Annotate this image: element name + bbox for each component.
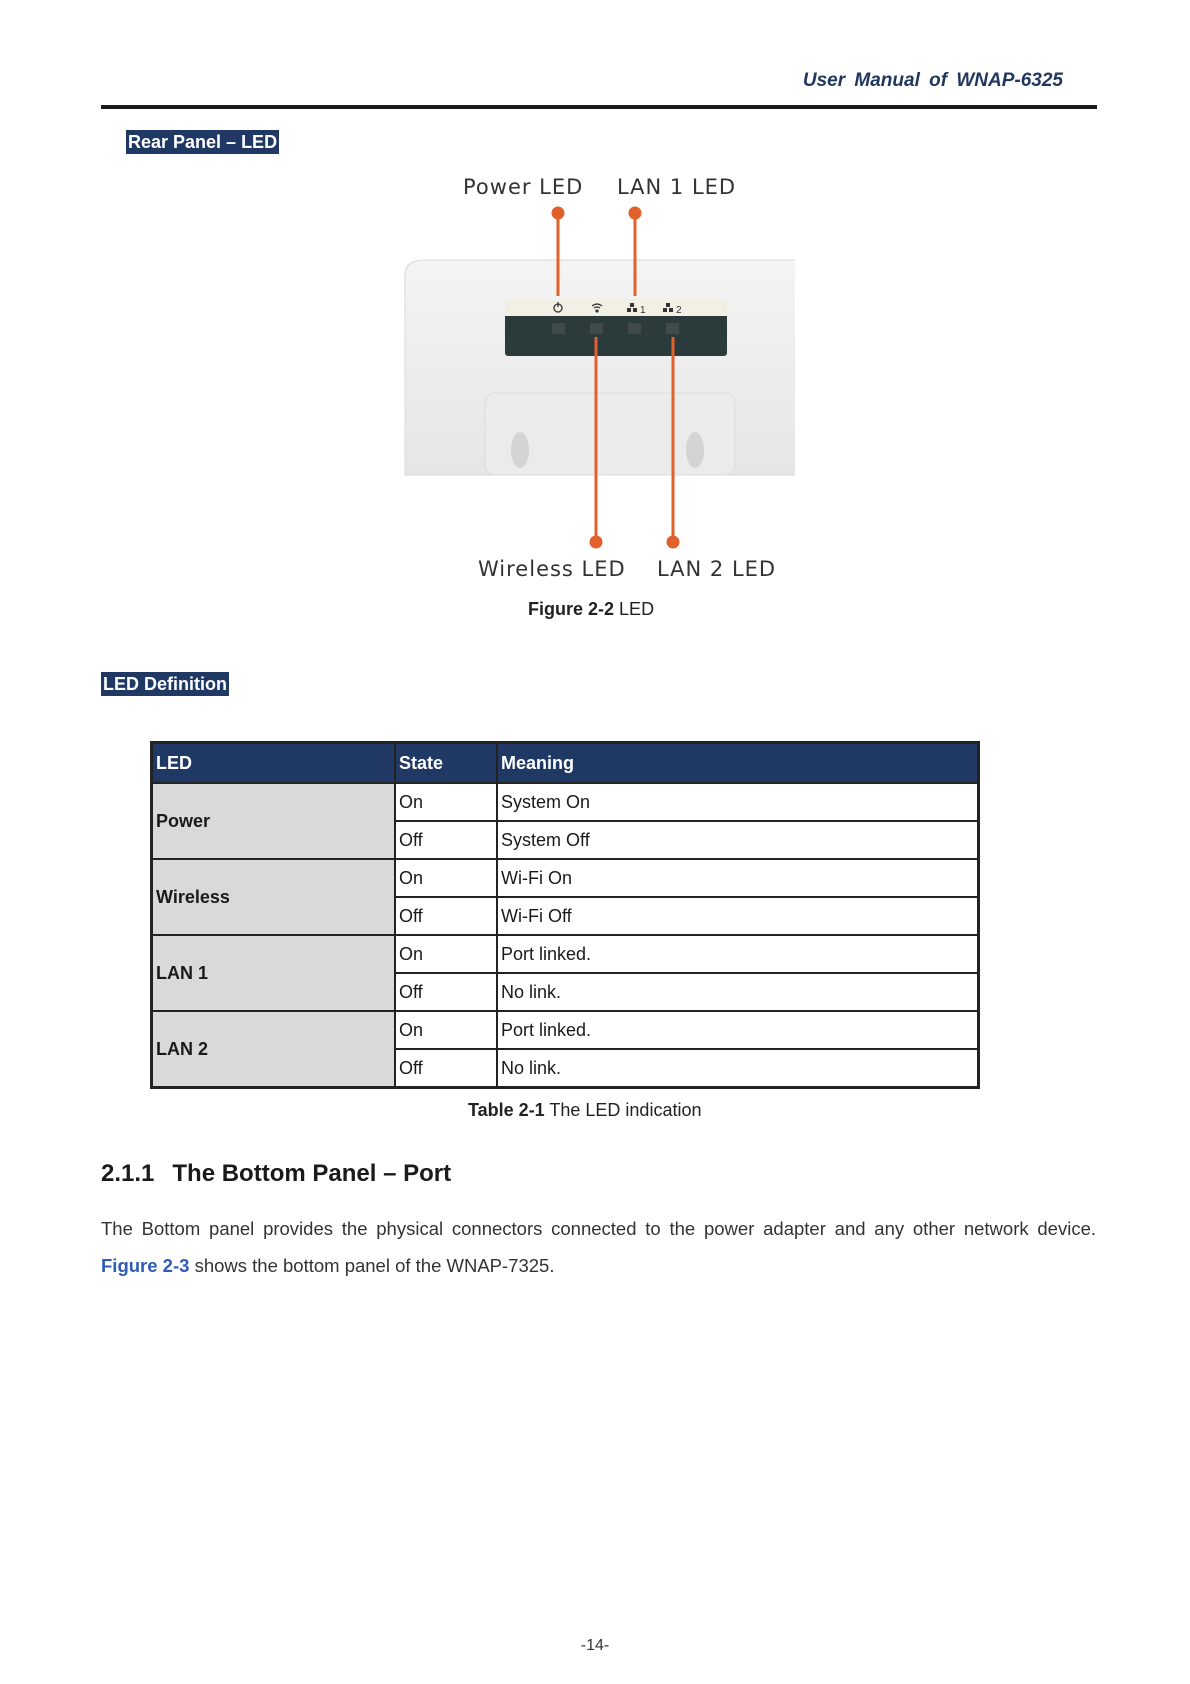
lan2-mark: 2 xyxy=(676,305,682,316)
meaning-cell: Wi-Fi Off xyxy=(497,897,979,935)
state-cell: Off xyxy=(395,821,497,859)
table-caption-prefix: Table 2-1 xyxy=(468,1100,545,1120)
meaning-cell: Port linked. xyxy=(497,935,979,973)
state-cell: Off xyxy=(395,1049,497,1088)
led-definition-label: LED Definition xyxy=(103,674,227,694)
mount-hole-left xyxy=(511,432,529,468)
lan2-led-light xyxy=(666,323,679,334)
header-rule xyxy=(101,105,1097,109)
state-cell: Off xyxy=(395,973,497,1011)
table-caption-text: The LED indication xyxy=(549,1100,702,1120)
lan1-mark: 1 xyxy=(640,305,646,316)
power-callout-dot xyxy=(553,208,563,218)
table-row xyxy=(152,935,979,973)
state-cell: On xyxy=(395,783,497,821)
section-heading xyxy=(101,1160,451,1188)
section-number: 2.1.1 xyxy=(101,1160,155,1187)
figure-caption-prefix: Figure 2-2 xyxy=(528,599,615,619)
header-led: LED xyxy=(152,743,396,784)
meaning-cell: No link. xyxy=(497,1049,979,1088)
table-row xyxy=(152,859,979,897)
state-cell: On xyxy=(395,859,497,897)
figure-link[interactable]: Figure 2-3 xyxy=(101,1255,190,1276)
lan1-led-light xyxy=(628,323,641,334)
figure-caption-text: LED xyxy=(619,599,655,619)
meaning-cell: Wi-Fi On xyxy=(497,859,979,897)
meaning-cell: System Off xyxy=(497,821,979,859)
section-title: The Bottom Panel – Port xyxy=(172,1160,452,1187)
power-led-callout: Power LED xyxy=(463,175,584,199)
lan2-callout-dot xyxy=(668,537,678,547)
table-row xyxy=(152,783,979,821)
header-meaning: Meaning xyxy=(497,743,979,784)
rear-panel-label: Rear Panel – LED xyxy=(128,132,278,152)
figure-caption xyxy=(528,599,654,620)
lan1-led-callout: LAN 1 LED xyxy=(617,175,737,199)
state-cell: Off xyxy=(395,897,497,935)
wireless-led-light xyxy=(590,323,603,334)
led-figure xyxy=(395,165,795,590)
table-row xyxy=(152,1011,979,1049)
header-title: User Manual of WNAP-6325 xyxy=(802,70,1063,91)
table-header-row xyxy=(152,743,979,784)
led-name-cell: LAN 2 xyxy=(152,1011,396,1088)
body-paragraph xyxy=(101,1210,1096,1284)
meaning-cell: System On xyxy=(497,783,979,821)
para-text-1: The Bottom panel provides the physical connectors connected to the power adapter and any other network device. xyxy=(101,1218,1096,1239)
lan1-callout-dot xyxy=(630,208,640,218)
led-name-cell: Power xyxy=(152,783,396,859)
table-caption xyxy=(468,1100,701,1121)
lan2-led-callout: LAN 2 LED xyxy=(657,557,777,581)
power-led-light xyxy=(552,323,565,334)
meaning-cell: Port linked. xyxy=(497,1011,979,1049)
state-cell: On xyxy=(395,935,497,973)
led-name-cell: LAN 1 xyxy=(152,935,396,1011)
mount-hole-right xyxy=(686,432,704,468)
para-text-2: shows the bottom panel of the WNAP-7325. xyxy=(194,1255,555,1276)
device-illustration xyxy=(395,165,795,590)
wireless-callout-dot xyxy=(591,537,601,547)
meaning-cell: No link. xyxy=(497,973,979,1011)
state-cell: On xyxy=(395,1011,497,1049)
page-number: -14- xyxy=(580,1637,610,1654)
led-table xyxy=(150,741,980,1089)
led-panel-strip xyxy=(505,299,727,316)
wireless-led-callout: Wireless LED xyxy=(478,557,626,581)
led-name-cell: Wireless xyxy=(152,859,396,935)
header-state: State xyxy=(395,743,497,784)
